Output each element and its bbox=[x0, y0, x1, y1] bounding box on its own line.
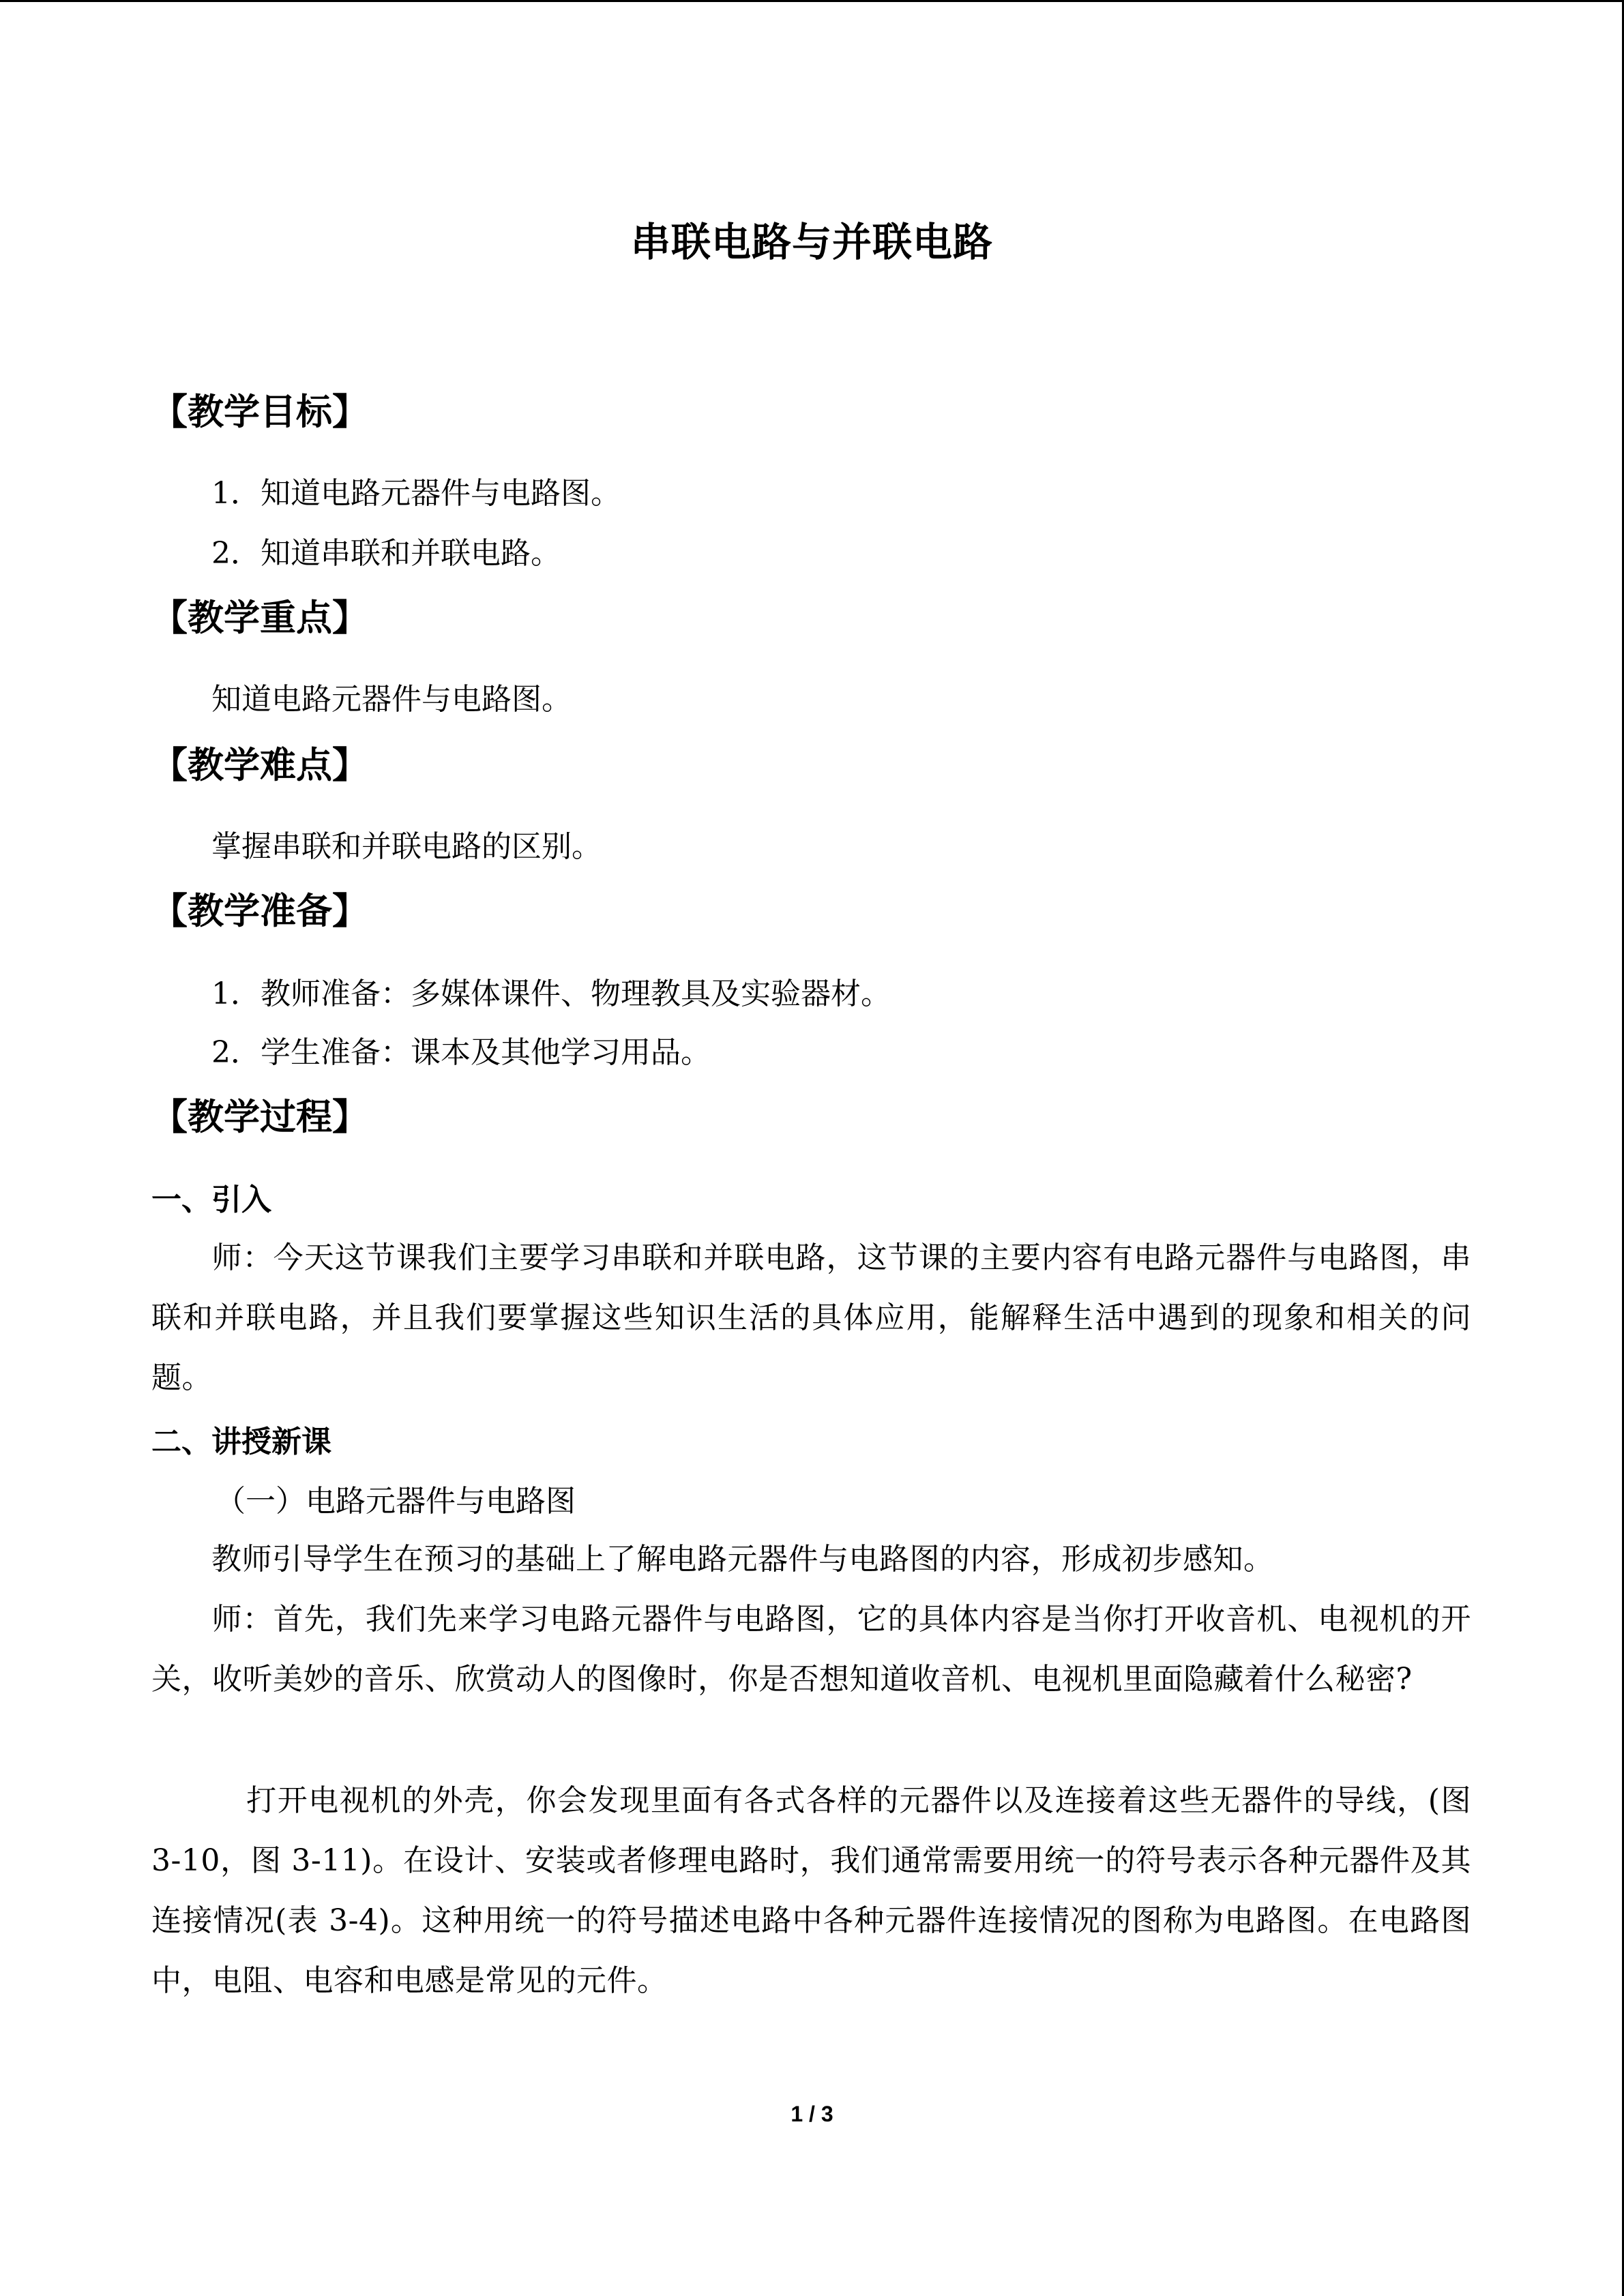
objective-item-1: 1．知道电路元器件与电路图。 bbox=[211, 476, 621, 511]
part1-paragraph bbox=[151, 1228, 1471, 1408]
objective-item-2: 2．知道串联和并联电路。 bbox=[211, 536, 561, 571]
heading-preparation: 【教学准备】 bbox=[151, 891, 368, 932]
page-border-top bbox=[0, 0, 1624, 2]
part2-paragraph-2-text: 师：首先，我们先来学习电路元器件与电路图，它的具体内容是当你打开收音机、电视机的开关，收听美妙的音乐、欣赏动人的图像时，你是否想知道收音机、电视机里面隐藏着什么秘密? bbox=[151, 1602, 1471, 1697]
page-number: 1 / 3 bbox=[791, 2102, 833, 2126]
part2-paragraph-1 bbox=[151, 1530, 1471, 1590]
part2-heading: 二、讲授新课 bbox=[151, 1425, 331, 1459]
heading-objectives: 【教学目标】 bbox=[151, 391, 368, 433]
document-title: 串联电路与并联电路 bbox=[630, 219, 993, 265]
heading-process: 【教学过程】 bbox=[151, 1097, 368, 1138]
part2-subheading: （一）电路元器件与电路图 bbox=[216, 1484, 576, 1519]
difficulties-text: 掌握串联和并联电路的区别。 bbox=[211, 829, 602, 864]
part1-heading: 一、引入 bbox=[151, 1182, 271, 1217]
part2-paragraph-1-text: 教师引导学生在预习的基础上了解电路元器件与电路图的内容，形成初步感知。 bbox=[211, 1542, 1274, 1577]
heading-key-points: 【教学重点】 bbox=[151, 597, 368, 639]
preparation-item-1: 1．教师准备：多媒体课件、物理教具及实验器材。 bbox=[211, 976, 891, 1011]
part2-paragraph-2 bbox=[151, 1590, 1471, 1710]
key-points-text: 知道电路元器件与电路图。 bbox=[211, 682, 572, 717]
part1-paragraph-text: 师：今天这节课我们主要学习串联和并联电路，这节课的主要内容有电路元器件与电路图，串联和并联电路，并且我们要掌握这些知识生活的具体应用，能解释生活中遇到的现象和相关的问题。 bbox=[151, 1240, 1471, 1395]
part2-paragraph-3-text: 打开电视机的外壳，你会发现里面有各式各样的元器件以及连接着这些无器件的导线，(图 3-10，图 3-11)。在设计、安装或者修理电路时，我们通常需要用统一的符号表示各种元器件及其连接情况(表 3-4)。这种用统一的符号描述电路中各种元器件连接情况的图称为电路图。在电路图中，电阻、电容和电感是常见的元件。 bbox=[151, 1783, 1471, 1998]
heading-difficulties: 【教学难点】 bbox=[151, 745, 368, 786]
part2-paragraph-3 bbox=[151, 1771, 1471, 2011]
preparation-item-2: 2．学生准备：课本及其他学习用品。 bbox=[211, 1035, 711, 1070]
